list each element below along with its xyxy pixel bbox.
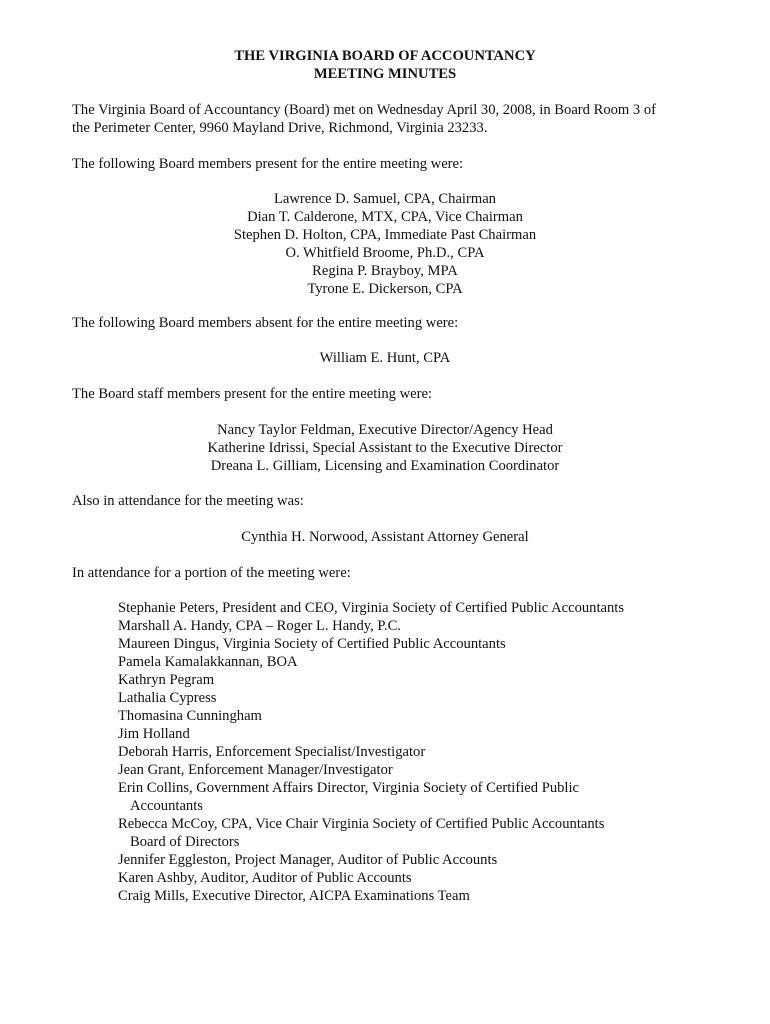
list-item: Marshall A. Handy, CPA – Roger L. Handy, P.C. bbox=[118, 618, 401, 634]
portion-attendees-list bbox=[118, 599, 718, 905]
also-members-list bbox=[0, 528, 770, 546]
absent-members-list bbox=[0, 349, 770, 367]
intro-line: the Perimeter Center, 9960 Mayland Drive, Richmond, Virginia 23233. bbox=[72, 120, 488, 136]
absent-label: The following Board members absent for the entire meeting were: bbox=[72, 315, 459, 331]
staff-label: The Board staff members present for the entire meeting were: bbox=[72, 386, 432, 402]
present-label: The following Board members present for the entire meeting were: bbox=[72, 156, 464, 172]
portion-label: In attendance for a portion of the meeting were: bbox=[72, 565, 351, 581]
list-item: Lathalia Cypress bbox=[118, 690, 217, 706]
list-item: Erin Collins, Government Affairs Director, Virginia Society of Certified Public bbox=[118, 780, 579, 796]
staff-members-list bbox=[0, 421, 770, 475]
list-item: Dreana L. Gilliam, Licensing and Examination Coordinator bbox=[210, 458, 560, 474]
list-item: Pamela Kamalakkannan, BOA bbox=[118, 654, 298, 670]
list-item: Jean Grant, Enforcement Manager/Investigator bbox=[118, 762, 393, 778]
list-item: Regina P. Brayboy, MPA bbox=[312, 263, 458, 279]
list-item: William E. Hunt, CPA bbox=[319, 350, 451, 366]
list-item: Kathryn Pegram bbox=[118, 672, 215, 688]
list-item: Stephanie Peters, President and CEO, Virginia Society of Certified Public Accountants bbox=[118, 600, 625, 616]
list-item: Karen Ashby, Auditor, Auditor of Public Accounts bbox=[118, 870, 412, 886]
list-item: Nancy Taylor Feldman, Executive Director/Agency Head bbox=[217, 422, 553, 438]
document-title: THE VIRGINIA BOARD OF ACCOUNTANCY bbox=[234, 48, 536, 64]
list-item: Katherine Idrissi, Special Assistant to the Executive Director bbox=[207, 440, 563, 456]
list-item: Thomasina Cunningham bbox=[118, 708, 262, 724]
list-item: Maureen Dingus, Virginia Society of Certified Public Accountants bbox=[118, 636, 506, 652]
list-item: Lawrence D. Samuel, CPA, Chairman bbox=[274, 191, 496, 207]
list-item: Jim Holland bbox=[118, 726, 190, 742]
list-item-continuation: Board of Directors bbox=[130, 834, 240, 850]
list-item: Dian T. Calderone, MTX, CPA, Vice Chairman bbox=[247, 209, 523, 225]
present-members-list bbox=[0, 190, 770, 298]
list-item: Jennifer Eggleston, Project Manager, Auditor of Public Accounts bbox=[118, 852, 498, 868]
also-label: Also in attendance for the meeting was: bbox=[72, 493, 304, 509]
list-item: Deborah Harris, Enforcement Specialist/Investigator bbox=[118, 744, 426, 760]
document-subtitle: MEETING MINUTES bbox=[313, 66, 457, 82]
list-item: O. Whitfield Broome, Ph.D., CPA bbox=[285, 245, 485, 261]
intro-paragraph bbox=[72, 101, 712, 137]
intro-line: The Virginia Board of Accountancy (Board) met on Wednesday April 30, 2008, in Board Room 3 of bbox=[72, 102, 657, 118]
list-item-continuation: Accountants bbox=[130, 798, 203, 814]
list-item: Tyrone E. Dickerson, CPA bbox=[307, 281, 463, 297]
list-item: Cynthia H. Norwood, Assistant Attorney General bbox=[241, 529, 529, 545]
list-item: Stephen D. Holton, CPA, Immediate Past Chairman bbox=[233, 227, 537, 243]
list-item: Craig Mills, Executive Director, AICPA Examinations Team bbox=[118, 888, 470, 904]
list-item: Rebecca McCoy, CPA, Vice Chair Virginia Society of Certified Public Accountants bbox=[118, 816, 605, 832]
